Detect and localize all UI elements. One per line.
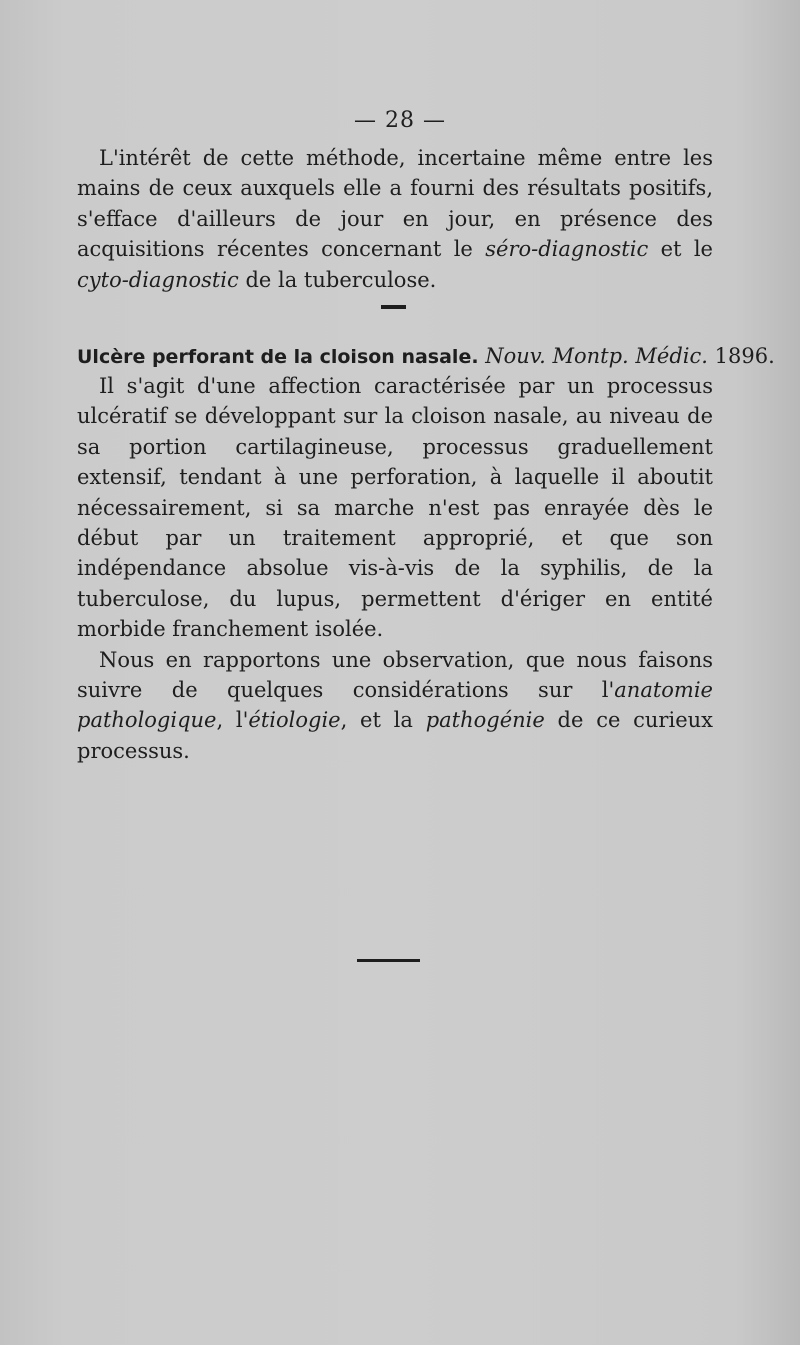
paragraph3-text-3: , et la bbox=[340, 708, 426, 733]
paragraph1-emphasis-sero: séro-diagnostic bbox=[485, 237, 649, 262]
section-heading bbox=[77, 341, 775, 372]
section-separator bbox=[381, 305, 406, 309]
paragraph3-emphasis-pathogenie: pathogénie bbox=[425, 708, 545, 733]
paragraph-affection: Il s'agit d'une affection caractérisée par un processus ulcératif se développant sur la cloison nasale, au niveau de sa portion cartilagineuse, processus graduellement extensif, tendant à une perforation, à laquelle il aboutit nécessairement, si sa marche n'est pas enrayée dès le début par un traitement approprié, et que son indépendance absolue vis-à-vis de la syphilis, de la tuberculose, du lupus, permettent d'ériger en entité morbide franchement isolée. bbox=[77, 374, 713, 642]
paragraph3-text-2: , l' bbox=[216, 708, 249, 733]
end-rule bbox=[357, 959, 420, 962]
intro-paragraph-block bbox=[77, 143, 713, 295]
paragraph3-emphasis-etiologie: étiologie bbox=[248, 708, 341, 733]
section-title: Ulcère perforant de la cloison nasale. bbox=[77, 346, 479, 368]
section-year: 1896. bbox=[714, 344, 775, 368]
paragraph3-text-1: Nous en rapportons une observation, que nous faisons suivre de quelques considérations sur l' bbox=[77, 647, 713, 703]
paragraph3-text-4: de ce curieux processus. bbox=[77, 708, 713, 763]
paragraph3-emphasis-anatomie: anatomie pathologique bbox=[77, 678, 713, 733]
section-source: Nouv. Montp. Médic. bbox=[485, 344, 708, 368]
paragraph-observation bbox=[77, 645, 713, 767]
paragraph1-text-3: de la tuberculose. bbox=[238, 267, 437, 292]
paragraph-cytodiagnostic bbox=[77, 143, 713, 295]
paragraph1-text-2: et le bbox=[648, 237, 713, 262]
body-paragraph-block bbox=[77, 371, 713, 766]
paragraph1-emphasis-cyto: cyto-diagnostic bbox=[77, 267, 239, 292]
page-number: — 28 — bbox=[354, 108, 446, 133]
paragraph1-text-1: L'intérêt de cette méthode, incertaine même entre les mains de ceux auxquels elle a fourni des résultats positifs, s'efface d'ailleurs de jour en jour, en présence des acquisitions récentes concernant le bbox=[77, 146, 713, 262]
